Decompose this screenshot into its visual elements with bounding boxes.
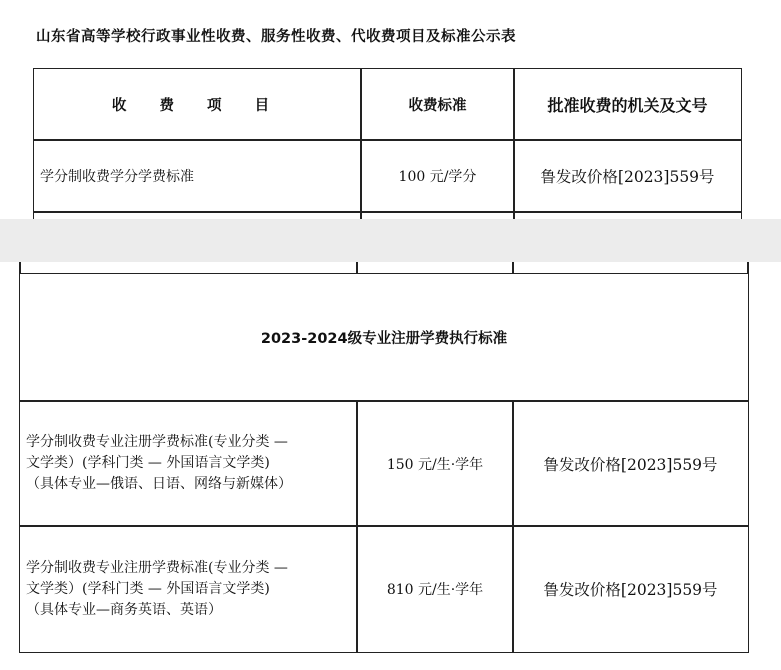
section-title-cell [19, 273, 749, 402]
header-authority [513, 68, 742, 141]
item-line: 文学类）(学科门类 — 外国语言文学类) [26, 580, 270, 597]
table-row-partial [33, 211, 362, 219]
row-standard-text: 810 元/生·学年 [386, 582, 484, 598]
row-authority-text: 鲁发改价格[2023]559号 [543, 455, 718, 474]
header-item [33, 68, 362, 141]
table-row-standard [356, 525, 514, 653]
header-standard [360, 68, 515, 141]
document-page-bottom [0, 262, 781, 670]
table-row-authority [512, 525, 749, 653]
item-line: 学分制收费专业注册学费标准(专业分类 — [26, 434, 288, 450]
header-authority-label: 批准收费的机关及文号 [547, 96, 708, 115]
section-title: 2023-2024级专业注册学费执行标准 [260, 331, 508, 347]
table-row-item [19, 525, 358, 653]
header-item-label: 收 费 项 目 [111, 98, 284, 114]
table-row-authority [513, 139, 742, 213]
row-authority-text: 鲁发改价格[2023]559号 [540, 168, 715, 186]
table-row-standard [360, 139, 515, 213]
header-standard-label: 收费标准 [408, 98, 467, 114]
item-line: 文学类）(学科门类 — 外国语言文学类) [26, 455, 270, 471]
row-item-text: 学分制收费学分学费标准 [40, 169, 194, 185]
table-row-authority [512, 400, 749, 527]
item-line: （具体专业—俄语、日语、网络与新媒体） [26, 476, 292, 492]
item-line: 学分制收费专业注册学费标准(专业分类 — [26, 559, 288, 576]
row-standard-text: 150 元/生·学年 [386, 456, 484, 473]
document-page-top [0, 0, 781, 219]
row-standard-text: 100 元/学分 [398, 169, 477, 185]
item-line: （具体专业—商务英语、英语） [26, 601, 222, 618]
table-row-item [33, 139, 362, 213]
table-row-partial [360, 211, 515, 219]
table-row-standard [356, 400, 514, 527]
row-authority-text: 鲁发改价格[2023]559号 [543, 581, 718, 599]
document-title: 山东省高等学校行政事业性收费、服务性收费、代收费项目及标准公示表 [36, 29, 516, 45]
table-row-partial [513, 211, 742, 219]
table-row-item [19, 400, 358, 527]
